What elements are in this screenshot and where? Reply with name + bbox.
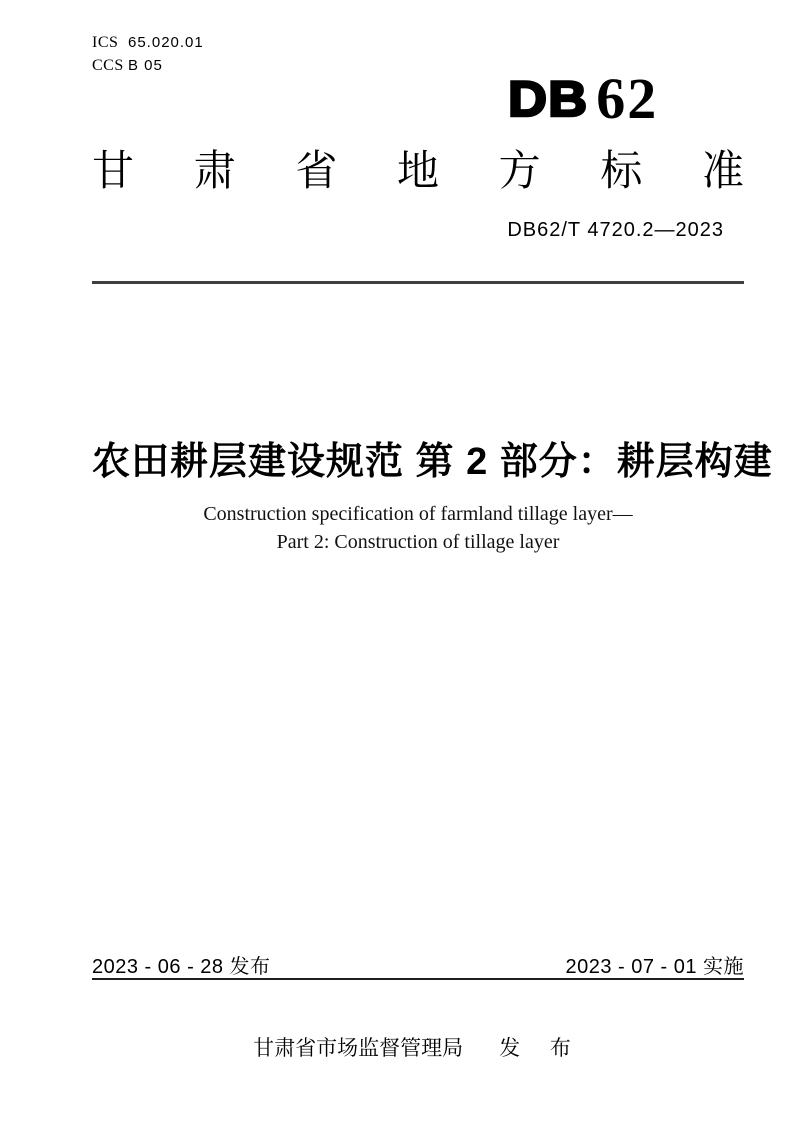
issue-date-label: 发布 (229, 956, 271, 978)
implement-date-cell (565, 950, 744, 979)
dates-row (92, 950, 744, 979)
top-rule-divider (92, 281, 744, 284)
implement-date-label: 实施 (703, 956, 744, 978)
db62-logo (508, 66, 659, 131)
document-title-english-line2: Part 2: Construction of tillage layer (276, 531, 560, 553)
document-title-english (92, 500, 744, 556)
publisher-release-label: 发 布 (499, 1037, 583, 1060)
ics-label: ICS (92, 34, 119, 51)
ccs-row (92, 57, 204, 80)
issue-date-cell (92, 950, 271, 979)
standard-category-title: 甘肃省地方标准 (92, 147, 744, 194)
ics-row (92, 34, 204, 57)
standard-number: DB62/T 4720.2—2023 (507, 219, 724, 241)
document-title-english-line1: Construction specification of farmland tillage layer— (203, 503, 633, 525)
document-title-chinese: 农田耕层建设规范 第 2 部分：耕层构建 (92, 441, 773, 483)
publisher-line (92, 1032, 744, 1062)
bottom-rule-divider (92, 978, 744, 980)
issue-date: 2023 - 06 - 28 (92, 956, 224, 978)
publisher-name: 甘肃省市场监督管理局 (253, 1037, 464, 1060)
ics-ccs-block (92, 34, 204, 80)
db62-logo-region-code: 62 (596, 66, 659, 131)
ccs-label: CCS (92, 57, 124, 74)
ccs-value: B 05 (128, 57, 163, 74)
db62-logo-db: DB (508, 71, 589, 127)
implement-date: 2023 - 07 - 01 (565, 956, 697, 978)
ics-value: 65.020.01 (128, 34, 204, 51)
